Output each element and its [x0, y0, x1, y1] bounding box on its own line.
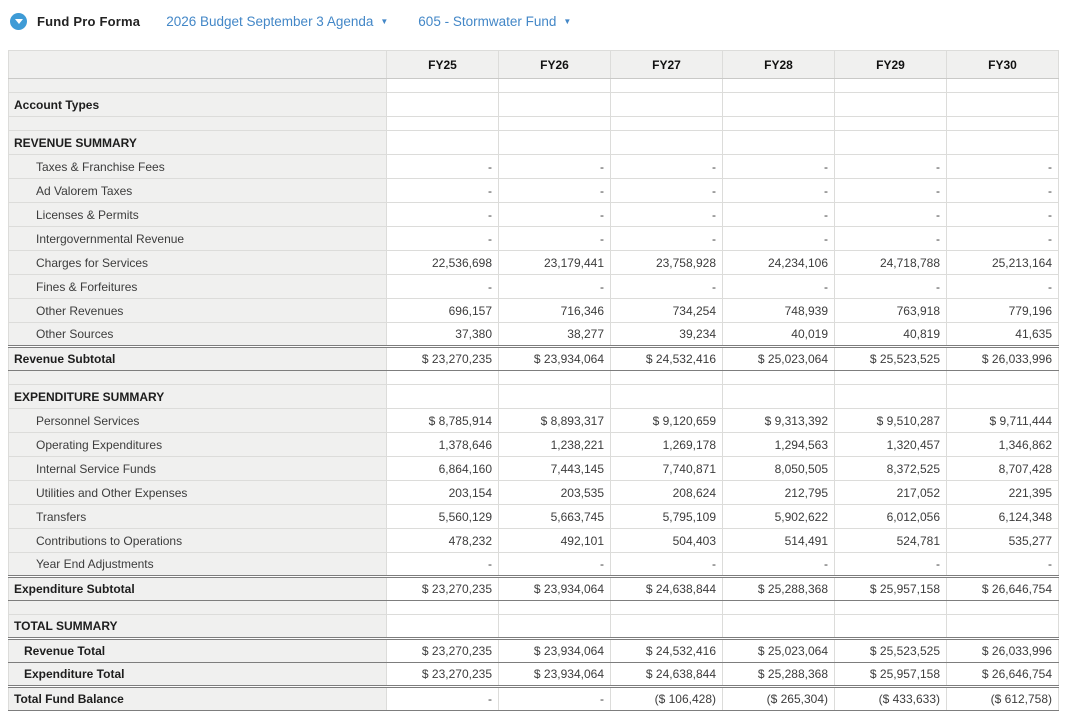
table-row-intergovernmental-revenue	[9, 227, 1059, 251]
column-header-fy30: FY30	[947, 51, 1059, 79]
table-row-revenue-subtotal	[9, 347, 1059, 371]
row-label: Taxes & Franchise Fees	[9, 155, 387, 179]
cell-ad-valorem-taxes-fy28: -	[723, 179, 835, 203]
cell-fines-forfeitures-fy26: -	[499, 275, 611, 299]
cell-revenue-total-fy28: $ 25,023,064	[723, 639, 835, 663]
cell-spacer-fy27	[611, 601, 723, 615]
cell-utilities-and-other-expenses-fy26: 203,535	[499, 481, 611, 505]
row-label	[9, 371, 387, 385]
cell-spacer-fy26	[499, 117, 611, 131]
cell-transfers-fy29: 6,012,056	[835, 505, 947, 529]
table-row-total-fund-balance	[9, 687, 1059, 711]
cell-taxes-franchise-fees-fy26: -	[499, 155, 611, 179]
cell-contributions-to-operations-fy28: 514,491	[723, 529, 835, 553]
table-row-licenses-permits	[9, 203, 1059, 227]
cell-total-summary-fy28	[723, 615, 835, 639]
cell-taxes-franchise-fees-fy27: -	[611, 155, 723, 179]
cell-other-revenues-fy26: 716,346	[499, 299, 611, 323]
cell-transfers-fy26: 5,663,745	[499, 505, 611, 529]
cell-spacer-fy28	[723, 601, 835, 615]
table-row-personnel-services	[9, 409, 1059, 433]
cell-transfers-fy30: 6,124,348	[947, 505, 1059, 529]
cell-personnel-services-fy26: $ 8,893,317	[499, 409, 611, 433]
cell-licenses-permits-fy26: -	[499, 203, 611, 227]
cell-personnel-services-fy29: $ 9,510,287	[835, 409, 947, 433]
cell-total-summary-fy27	[611, 615, 723, 639]
cell-spacer-fy28	[723, 79, 835, 93]
table-row-expenditure-subtotal	[9, 577, 1059, 601]
table-row-spacer	[9, 117, 1059, 131]
cell-other-revenues-fy27: 734,254	[611, 299, 723, 323]
cell-fines-forfeitures-fy30: -	[947, 275, 1059, 299]
cell-fines-forfeitures-fy29: -	[835, 275, 947, 299]
row-label: Charges for Services	[9, 251, 387, 275]
cell-revenue-subtotal-fy30: $ 26,033,996	[947, 347, 1059, 371]
cell-total-fund-balance-fy30: ($ 612,758)	[947, 687, 1059, 711]
table-row-account-types	[9, 93, 1059, 117]
cell-revenue-subtotal-fy26: $ 23,934,064	[499, 347, 611, 371]
cell-other-revenues-fy28: 748,939	[723, 299, 835, 323]
cell-expenditure-summary-fy27	[611, 385, 723, 409]
cell-internal-service-funds-fy30: 8,707,428	[947, 457, 1059, 481]
cell-intergovernmental-revenue-fy28: -	[723, 227, 835, 251]
cell-account-types-fy28	[723, 93, 835, 117]
cell-other-sources-fy30: 41,635	[947, 323, 1059, 347]
cell-spacer-fy29	[835, 79, 947, 93]
cell-expenditure-subtotal-fy30: $ 26,646,754	[947, 577, 1059, 601]
cell-revenue-total-fy26: $ 23,934,064	[499, 639, 611, 663]
cell-spacer-fy26	[499, 79, 611, 93]
table-row-fines-forfeitures	[9, 275, 1059, 299]
column-header-fy27: FY27	[611, 51, 723, 79]
cell-expenditure-subtotal-fy28: $ 25,288,368	[723, 577, 835, 601]
column-header-fy25: FY25	[387, 51, 499, 79]
cell-expenditure-summary-fy28	[723, 385, 835, 409]
cell-expenditure-total-fy27: $ 24,638,844	[611, 663, 723, 687]
table-row-revenue-summary	[9, 131, 1059, 155]
table-row-expenditure-total	[9, 663, 1059, 687]
cell-operating-expenditures-fy29: 1,320,457	[835, 433, 947, 457]
cell-year-end-adjustments-fy27: -	[611, 553, 723, 577]
table-row-revenue-total	[9, 639, 1059, 663]
chevron-down-circle-icon[interactable]	[10, 13, 27, 30]
cell-account-types-fy30	[947, 93, 1059, 117]
cell-licenses-permits-fy28: -	[723, 203, 835, 227]
table-row-charges-for-services	[9, 251, 1059, 275]
cell-ad-valorem-taxes-fy27: -	[611, 179, 723, 203]
table-row-taxes-franchise-fees	[9, 155, 1059, 179]
cell-charges-for-services-fy25: 22,536,698	[387, 251, 499, 275]
cell-charges-for-services-fy28: 24,234,106	[723, 251, 835, 275]
cell-expenditure-subtotal-fy25: $ 23,270,235	[387, 577, 499, 601]
cell-fines-forfeitures-fy27: -	[611, 275, 723, 299]
cell-spacer-fy28	[723, 117, 835, 131]
cell-licenses-permits-fy27: -	[611, 203, 723, 227]
table-row-utilities-and-other-expenses	[9, 481, 1059, 505]
cell-spacer-fy29	[835, 371, 947, 385]
table-row-other-revenues	[9, 299, 1059, 323]
cell-year-end-adjustments-fy30: -	[947, 553, 1059, 577]
table-row-total-summary	[9, 615, 1059, 639]
cell-total-summary-fy26	[499, 615, 611, 639]
cell-total-summary-fy25	[387, 615, 499, 639]
cell-expenditure-summary-fy26	[499, 385, 611, 409]
row-label: Account Types	[9, 93, 387, 117]
cell-expenditure-total-fy25: $ 23,270,235	[387, 663, 499, 687]
cell-revenue-total-fy30: $ 26,033,996	[947, 639, 1059, 663]
column-header-fy26: FY26	[499, 51, 611, 79]
chevron-down-icon	[15, 19, 23, 24]
cell-other-sources-fy26: 38,277	[499, 323, 611, 347]
cell-spacer-fy27	[611, 79, 723, 93]
cell-total-summary-fy30	[947, 615, 1059, 639]
row-label	[9, 601, 387, 615]
cell-internal-service-funds-fy29: 8,372,525	[835, 457, 947, 481]
cell-total-fund-balance-fy29: ($ 433,633)	[835, 687, 947, 711]
cell-spacer-fy27	[611, 371, 723, 385]
cell-spacer-fy29	[835, 117, 947, 131]
cell-spacer-fy30	[947, 601, 1059, 615]
cell-revenue-summary-fy25	[387, 131, 499, 155]
cell-spacer-fy30	[947, 79, 1059, 93]
cell-expenditure-summary-fy30	[947, 385, 1059, 409]
cell-revenue-summary-fy30	[947, 131, 1059, 155]
row-label: Transfers	[9, 505, 387, 529]
row-label: EXPENDITURE SUMMARY	[9, 385, 387, 409]
cell-intergovernmental-revenue-fy27: -	[611, 227, 723, 251]
cell-operating-expenditures-fy25: 1,378,646	[387, 433, 499, 457]
cell-other-sources-fy25: 37,380	[387, 323, 499, 347]
cell-fines-forfeitures-fy25: -	[387, 275, 499, 299]
cell-licenses-permits-fy29: -	[835, 203, 947, 227]
row-label: Revenue Subtotal	[9, 347, 387, 371]
cell-expenditure-total-fy30: $ 26,646,754	[947, 663, 1059, 687]
table-row-other-sources	[9, 323, 1059, 347]
label-column-header	[9, 51, 387, 79]
cell-revenue-subtotal-fy28: $ 25,023,064	[723, 347, 835, 371]
cell-account-types-fy29	[835, 93, 947, 117]
cell-year-end-adjustments-fy28: -	[723, 553, 835, 577]
cell-contributions-to-operations-fy25: 478,232	[387, 529, 499, 553]
cell-expenditure-total-fy28: $ 25,288,368	[723, 663, 835, 687]
cell-internal-service-funds-fy27: 7,740,871	[611, 457, 723, 481]
row-label: Year End Adjustments	[9, 553, 387, 577]
cell-other-sources-fy28: 40,019	[723, 323, 835, 347]
cell-spacer-fy25	[387, 601, 499, 615]
cell-expenditure-summary-fy25	[387, 385, 499, 409]
cell-transfers-fy25: 5,560,129	[387, 505, 499, 529]
cell-other-revenues-fy29: 763,918	[835, 299, 947, 323]
cell-personnel-services-fy28: $ 9,313,392	[723, 409, 835, 433]
cell-personnel-services-fy27: $ 9,120,659	[611, 409, 723, 433]
table-row-spacer	[9, 601, 1059, 615]
row-label: Total Fund Balance	[9, 687, 387, 711]
table-header-row	[9, 51, 1059, 79]
row-label: Personnel Services	[9, 409, 387, 433]
row-label: TOTAL SUMMARY	[9, 615, 387, 639]
cell-intergovernmental-revenue-fy26: -	[499, 227, 611, 251]
cell-revenue-summary-fy28	[723, 131, 835, 155]
cell-intergovernmental-revenue-fy29: -	[835, 227, 947, 251]
row-label: Utilities and Other Expenses	[9, 481, 387, 505]
cell-spacer-fy29	[835, 601, 947, 615]
column-header-fy29: FY29	[835, 51, 947, 79]
page-title: Fund Pro Forma	[37, 13, 141, 29]
cell-revenue-subtotal-fy29: $ 25,523,525	[835, 347, 947, 371]
cell-licenses-permits-fy30: -	[947, 203, 1059, 227]
cell-operating-expenditures-fy30: 1,346,862	[947, 433, 1059, 457]
cell-operating-expenditures-fy26: 1,238,221	[499, 433, 611, 457]
cell-year-end-adjustments-fy25: -	[387, 553, 499, 577]
cell-total-summary-fy29	[835, 615, 947, 639]
cell-ad-valorem-taxes-fy25: -	[387, 179, 499, 203]
table-row-ad-valorem-taxes	[9, 179, 1059, 203]
cell-year-end-adjustments-fy26: -	[499, 553, 611, 577]
cell-ad-valorem-taxes-fy26: -	[499, 179, 611, 203]
cell-revenue-total-fy29: $ 25,523,525	[835, 639, 947, 663]
cell-total-fund-balance-fy28: ($ 265,304)	[723, 687, 835, 711]
cell-internal-service-funds-fy25: 6,864,160	[387, 457, 499, 481]
cell-fines-forfeitures-fy28: -	[723, 275, 835, 299]
cell-revenue-total-fy27: $ 24,532,416	[611, 639, 723, 663]
cell-other-revenues-fy25: 696,157	[387, 299, 499, 323]
cell-intergovernmental-revenue-fy25: -	[387, 227, 499, 251]
row-label: Fines & Forfeitures	[9, 275, 387, 299]
cell-other-sources-fy27: 39,234	[611, 323, 723, 347]
cell-expenditure-total-fy26: $ 23,934,064	[499, 663, 611, 687]
cell-contributions-to-operations-fy27: 504,403	[611, 529, 723, 553]
cell-expenditure-total-fy29: $ 25,957,158	[835, 663, 947, 687]
cell-spacer-fy28	[723, 371, 835, 385]
cell-total-fund-balance-fy26: -	[499, 687, 611, 711]
fund-label: 605 - Stormwater Fund	[418, 13, 557, 29]
row-label	[9, 79, 387, 93]
cell-other-sources-fy29: 40,819	[835, 323, 947, 347]
cell-utilities-and-other-expenses-fy29: 217,052	[835, 481, 947, 505]
cell-account-types-fy27	[611, 93, 723, 117]
table-row-spacer	[9, 371, 1059, 385]
cell-internal-service-funds-fy28: 8,050,505	[723, 457, 835, 481]
cell-revenue-subtotal-fy25: $ 23,270,235	[387, 347, 499, 371]
cell-operating-expenditures-fy28: 1,294,563	[723, 433, 835, 457]
row-label: Expenditure Total	[9, 663, 387, 687]
cell-expenditure-subtotal-fy29: $ 25,957,158	[835, 577, 947, 601]
fund-dropdown[interactable]	[418, 14, 571, 29]
cell-taxes-franchise-fees-fy25: -	[387, 155, 499, 179]
cell-revenue-subtotal-fy27: $ 24,532,416	[611, 347, 723, 371]
cell-intergovernmental-revenue-fy30: -	[947, 227, 1059, 251]
row-label: Internal Service Funds	[9, 457, 387, 481]
cell-spacer-fy30	[947, 371, 1059, 385]
column-header-fy28: FY28	[723, 51, 835, 79]
row-label: Other Sources	[9, 323, 387, 347]
row-label: Ad Valorem Taxes	[9, 179, 387, 203]
budget-version-dropdown[interactable]	[166, 14, 388, 29]
table-row-contributions-to-operations	[9, 529, 1059, 553]
cell-operating-expenditures-fy27: 1,269,178	[611, 433, 723, 457]
cell-total-fund-balance-fy25: -	[387, 687, 499, 711]
cell-revenue-total-fy25: $ 23,270,235	[387, 639, 499, 663]
fund-pro-forma-table	[8, 50, 1059, 711]
row-label: Contributions to Operations	[9, 529, 387, 553]
cell-contributions-to-operations-fy26: 492,101	[499, 529, 611, 553]
cell-revenue-summary-fy29	[835, 131, 947, 155]
cell-spacer-fy25	[387, 117, 499, 131]
cell-internal-service-funds-fy26: 7,443,145	[499, 457, 611, 481]
table-row-operating-expenditures	[9, 433, 1059, 457]
cell-contributions-to-operations-fy30: 535,277	[947, 529, 1059, 553]
table-row-transfers	[9, 505, 1059, 529]
cell-revenue-summary-fy26	[499, 131, 611, 155]
cell-expenditure-subtotal-fy26: $ 23,934,064	[499, 577, 611, 601]
page-header	[8, 8, 1058, 34]
table-row-expenditure-summary	[9, 385, 1059, 409]
table-body	[9, 79, 1059, 711]
cell-spacer-fy30	[947, 117, 1059, 131]
cell-account-types-fy26	[499, 93, 611, 117]
cell-licenses-permits-fy25: -	[387, 203, 499, 227]
caret-down-icon: ▼	[563, 16, 572, 26]
cell-personnel-services-fy30: $ 9,711,444	[947, 409, 1059, 433]
cell-personnel-services-fy25: $ 8,785,914	[387, 409, 499, 433]
cell-ad-valorem-taxes-fy29: -	[835, 179, 947, 203]
row-label: Operating Expenditures	[9, 433, 387, 457]
cell-spacer-fy26	[499, 371, 611, 385]
row-label: Other Revenues	[9, 299, 387, 323]
cell-revenue-summary-fy27	[611, 131, 723, 155]
row-label: Licenses & Permits	[9, 203, 387, 227]
cell-other-revenues-fy30: 779,196	[947, 299, 1059, 323]
cell-taxes-franchise-fees-fy30: -	[947, 155, 1059, 179]
cell-utilities-and-other-expenses-fy28: 212,795	[723, 481, 835, 505]
cell-contributions-to-operations-fy29: 524,781	[835, 529, 947, 553]
cell-charges-for-services-fy26: 23,179,441	[499, 251, 611, 275]
cell-charges-for-services-fy30: 25,213,164	[947, 251, 1059, 275]
cell-ad-valorem-taxes-fy30: -	[947, 179, 1059, 203]
row-label: Revenue Total	[9, 639, 387, 663]
cell-charges-for-services-fy29: 24,718,788	[835, 251, 947, 275]
caret-down-icon: ▼	[380, 16, 389, 26]
cell-spacer-fy27	[611, 117, 723, 131]
cell-expenditure-summary-fy29	[835, 385, 947, 409]
cell-total-fund-balance-fy27: ($ 106,428)	[611, 687, 723, 711]
cell-utilities-and-other-expenses-fy27: 208,624	[611, 481, 723, 505]
cell-utilities-and-other-expenses-fy25: 203,154	[387, 481, 499, 505]
table-row-year-end-adjustments	[9, 553, 1059, 577]
cell-utilities-and-other-expenses-fy30: 221,395	[947, 481, 1059, 505]
row-label: Expenditure Subtotal	[9, 577, 387, 601]
cell-transfers-fy28: 5,902,622	[723, 505, 835, 529]
budget-version-label: 2026 Budget September 3 Agenda	[166, 13, 374, 29]
cell-charges-for-services-fy27: 23,758,928	[611, 251, 723, 275]
cell-account-types-fy25	[387, 93, 499, 117]
table-row-spacer	[9, 79, 1059, 93]
cell-expenditure-subtotal-fy27: $ 24,638,844	[611, 577, 723, 601]
cell-spacer-fy26	[499, 601, 611, 615]
row-label: Intergovernmental Revenue	[9, 227, 387, 251]
row-label: REVENUE SUMMARY	[9, 131, 387, 155]
cell-spacer-fy25	[387, 371, 499, 385]
cell-year-end-adjustments-fy29: -	[835, 553, 947, 577]
cell-transfers-fy27: 5,795,109	[611, 505, 723, 529]
row-label	[9, 117, 387, 131]
cell-taxes-franchise-fees-fy29: -	[835, 155, 947, 179]
table-row-internal-service-funds	[9, 457, 1059, 481]
cell-taxes-franchise-fees-fy28: -	[723, 155, 835, 179]
cell-spacer-fy25	[387, 79, 499, 93]
